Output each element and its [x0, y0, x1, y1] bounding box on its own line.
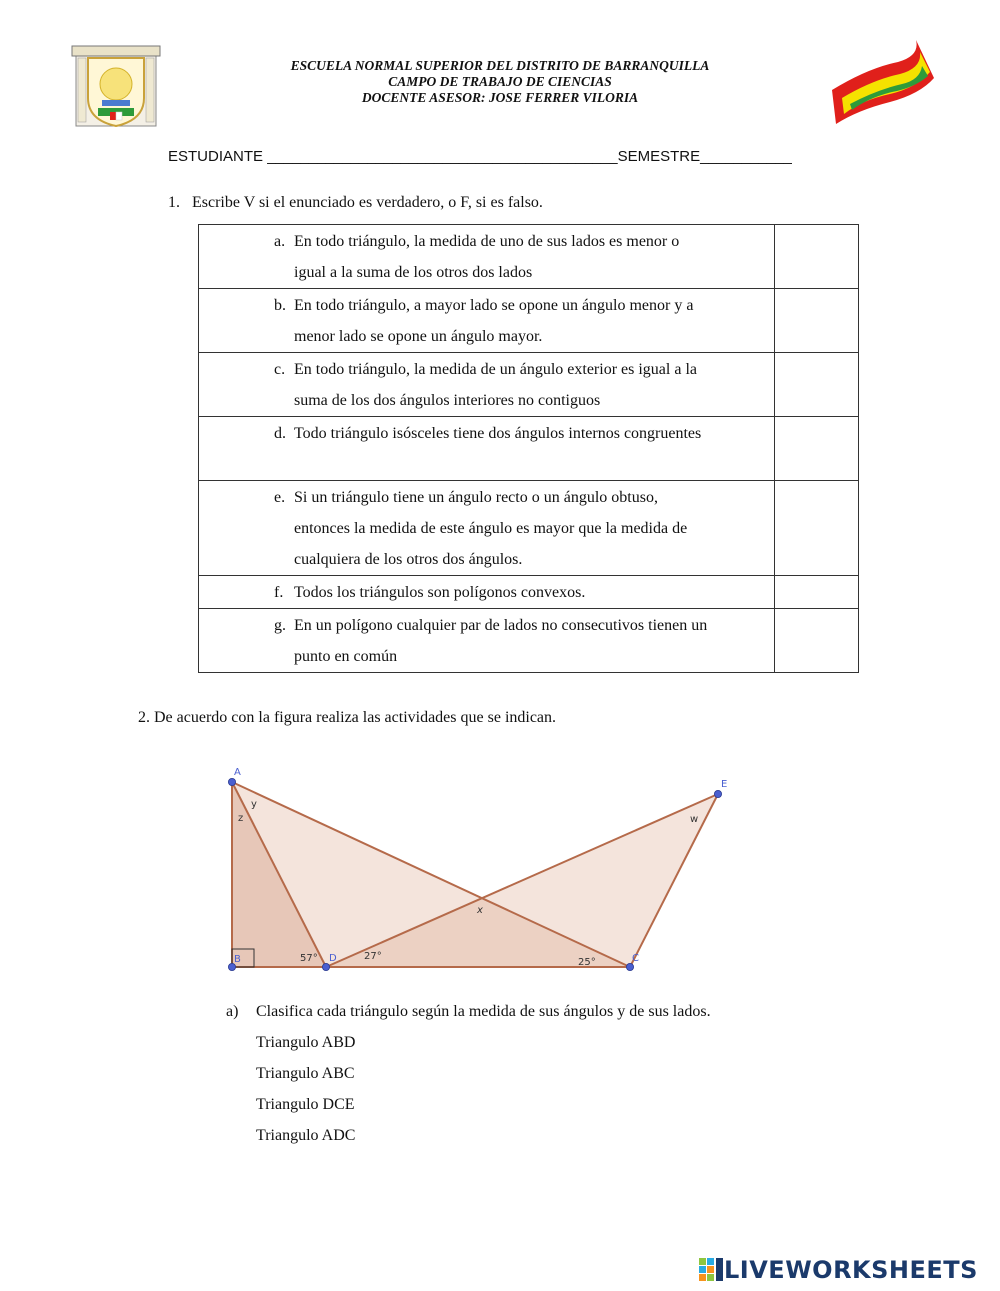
liveworksheets-logo [698, 1256, 978, 1284]
statement-text: punto en común [294, 648, 398, 665]
semester-label: SEMESTRE [617, 148, 701, 165]
statement-text: entonces la medida de este ángulo es mayor que la medida de [294, 520, 688, 537]
geometry-figure [220, 762, 740, 987]
answer-cell-b[interactable] [774, 289, 858, 353]
school-crest-icon [70, 42, 162, 135]
activity-label: a) [226, 1003, 239, 1020]
school-header [200, 58, 800, 106]
statement-text: Si un triángulo tiene un ángulo recto o un ángulo obtuso, [294, 489, 658, 506]
angle-label-x: x [477, 905, 483, 916]
statement-cell [199, 225, 775, 289]
semester-blank[interactable]: ___________ [700, 148, 792, 165]
angle-label-27: 27° [364, 951, 382, 962]
true-false-table [198, 224, 859, 673]
statement-letter: c. [274, 361, 286, 378]
angle-label-y: y [251, 799, 257, 810]
answer-cell-f[interactable] [774, 576, 858, 609]
statement-text: Todo triángulo isósceles tiene dos ángulos internos congruentes [294, 425, 702, 442]
triangle-item: Triangulo ABC [256, 1065, 355, 1082]
question-1-title: 1. Escribe V si el enunciado es verdadero, o F, si es falso. [168, 194, 543, 211]
point-label-b: B [234, 954, 241, 965]
triangle-item: Triangulo DCE [256, 1096, 355, 1113]
liveworksheets-logo-icon [698, 1257, 724, 1283]
point-label-e: E [721, 779, 728, 790]
table-row [199, 225, 859, 289]
angle-label-25: 25° [578, 957, 596, 968]
header-line-teacher: DOCENTE ASESOR: JOSE FERRER VILORIA [361, 90, 639, 105]
angle-label-z: z [238, 813, 244, 824]
table-row [199, 609, 859, 673]
table-row [199, 289, 859, 353]
activity-text: Clasifica cada triángulo según la medida de sus ángulos y de sus lados. [256, 1003, 711, 1020]
statement-text: cualquiera de los otros dos ángulos. [294, 551, 523, 568]
statement-cell [199, 609, 775, 673]
header-line-school: ESCUELA NORMAL SUPERIOR DEL DISTRITO DE BARRANQUILLA [290, 58, 710, 73]
statement-cell [199, 417, 775, 481]
point-label-c: C [632, 953, 639, 964]
activity-list [226, 996, 711, 1151]
statement-text: igual a la suma de los otros dos lados [294, 264, 533, 281]
student-name-blank[interactable]: __________________________________________ [267, 148, 618, 165]
statement-letter: b. [274, 297, 286, 314]
header-line-field: CAMPO DE TRABAJO DE CIENCIAS [388, 74, 612, 89]
statement-cell [199, 576, 775, 609]
statement-text: En todo triángulo, la medida de uno de sus lados es menor o [294, 233, 680, 250]
statement-text: Todos los triángulos son polígonos convexos. [294, 584, 586, 601]
question-2-title: 2. De acuerdo con la figura realiza las actividades que se indican. [138, 709, 557, 726]
statement-text: suma de los dos ángulos interiores no contiguos [294, 392, 601, 409]
liveworksheets-brand: LIVEWORKSHEETS [724, 1256, 978, 1284]
statement-cell [199, 353, 775, 417]
student-semester-line [168, 148, 792, 165]
answer-cell-d[interactable] [774, 417, 858, 481]
table-row [199, 576, 859, 609]
statement-letter: a. [274, 233, 286, 250]
statement-letter: g. [274, 617, 286, 634]
statement-letter: e. [274, 489, 286, 506]
answer-cell-c[interactable] [774, 353, 858, 417]
point-label-d: D [329, 953, 337, 964]
answer-cell-a[interactable] [774, 225, 858, 289]
statement-cell [199, 289, 775, 353]
table-row [199, 481, 859, 576]
answer-cell-g[interactable] [774, 609, 858, 673]
table-row [199, 353, 859, 417]
triangle-item: Triangulo ADC [256, 1127, 356, 1144]
student-label: ESTUDIANTE [168, 148, 264, 165]
barranquilla-flag-icon [828, 38, 940, 133]
table-row [199, 417, 859, 481]
point-label-a: A [234, 767, 241, 778]
statement-text: menor lado se opone un ángulo mayor. [294, 328, 543, 345]
statement-cell [199, 481, 775, 576]
angle-label-57: 57° [300, 953, 318, 964]
answer-cell-e[interactable] [774, 481, 858, 576]
statement-text: En todo triángulo, la medida de un ángulo exterior es igual a la [294, 361, 697, 378]
statement-letter: f. [274, 584, 284, 601]
triangle-item: Triangulo ABD [256, 1034, 356, 1051]
statement-text: En un polígono cualquier par de lados no consecutivos tienen un [294, 617, 708, 634]
angle-label-w: w [690, 814, 699, 825]
statement-letter: d. [274, 425, 286, 442]
statement-text: En todo triángulo, a mayor lado se opone un ángulo menor y a [294, 297, 694, 314]
